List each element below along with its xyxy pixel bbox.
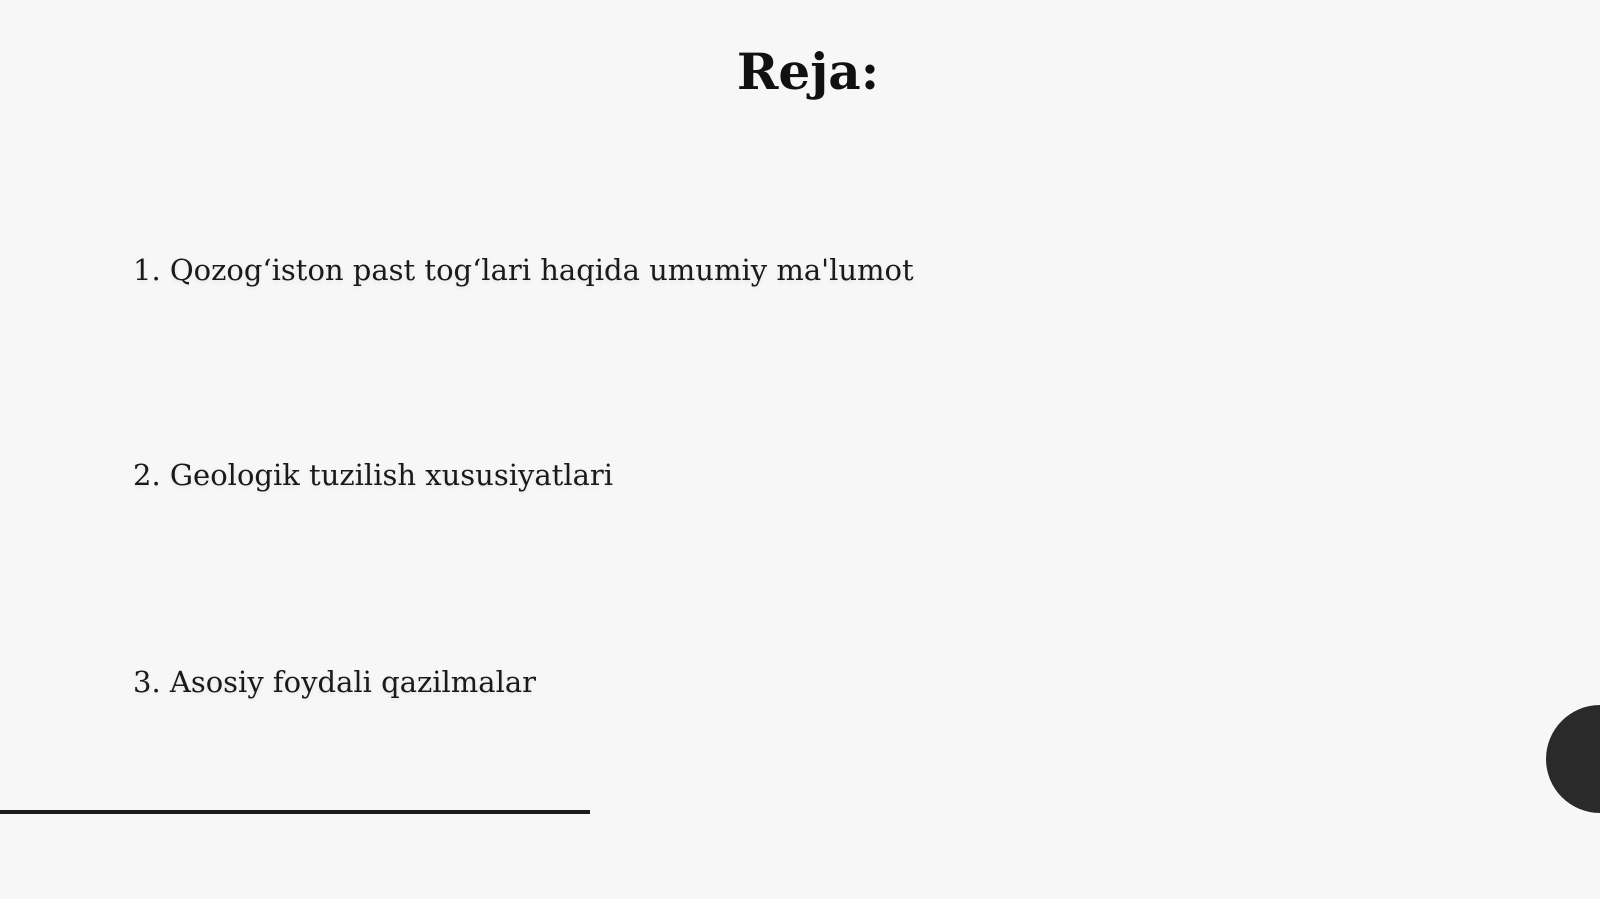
plan-item-1: 1. Qozog‘iston past tog‘lari haqida umumiy ma'lumot xyxy=(133,253,914,287)
slide-title: Reja: xyxy=(736,42,880,101)
decorative-circle-shape xyxy=(1546,705,1600,813)
plan-item-2: 2. Geologik tuzilish xususiyatlari xyxy=(133,458,614,492)
divider-line xyxy=(0,810,590,814)
plan-item-3: 3. Asosiy foydali qazilmalar xyxy=(133,665,537,699)
